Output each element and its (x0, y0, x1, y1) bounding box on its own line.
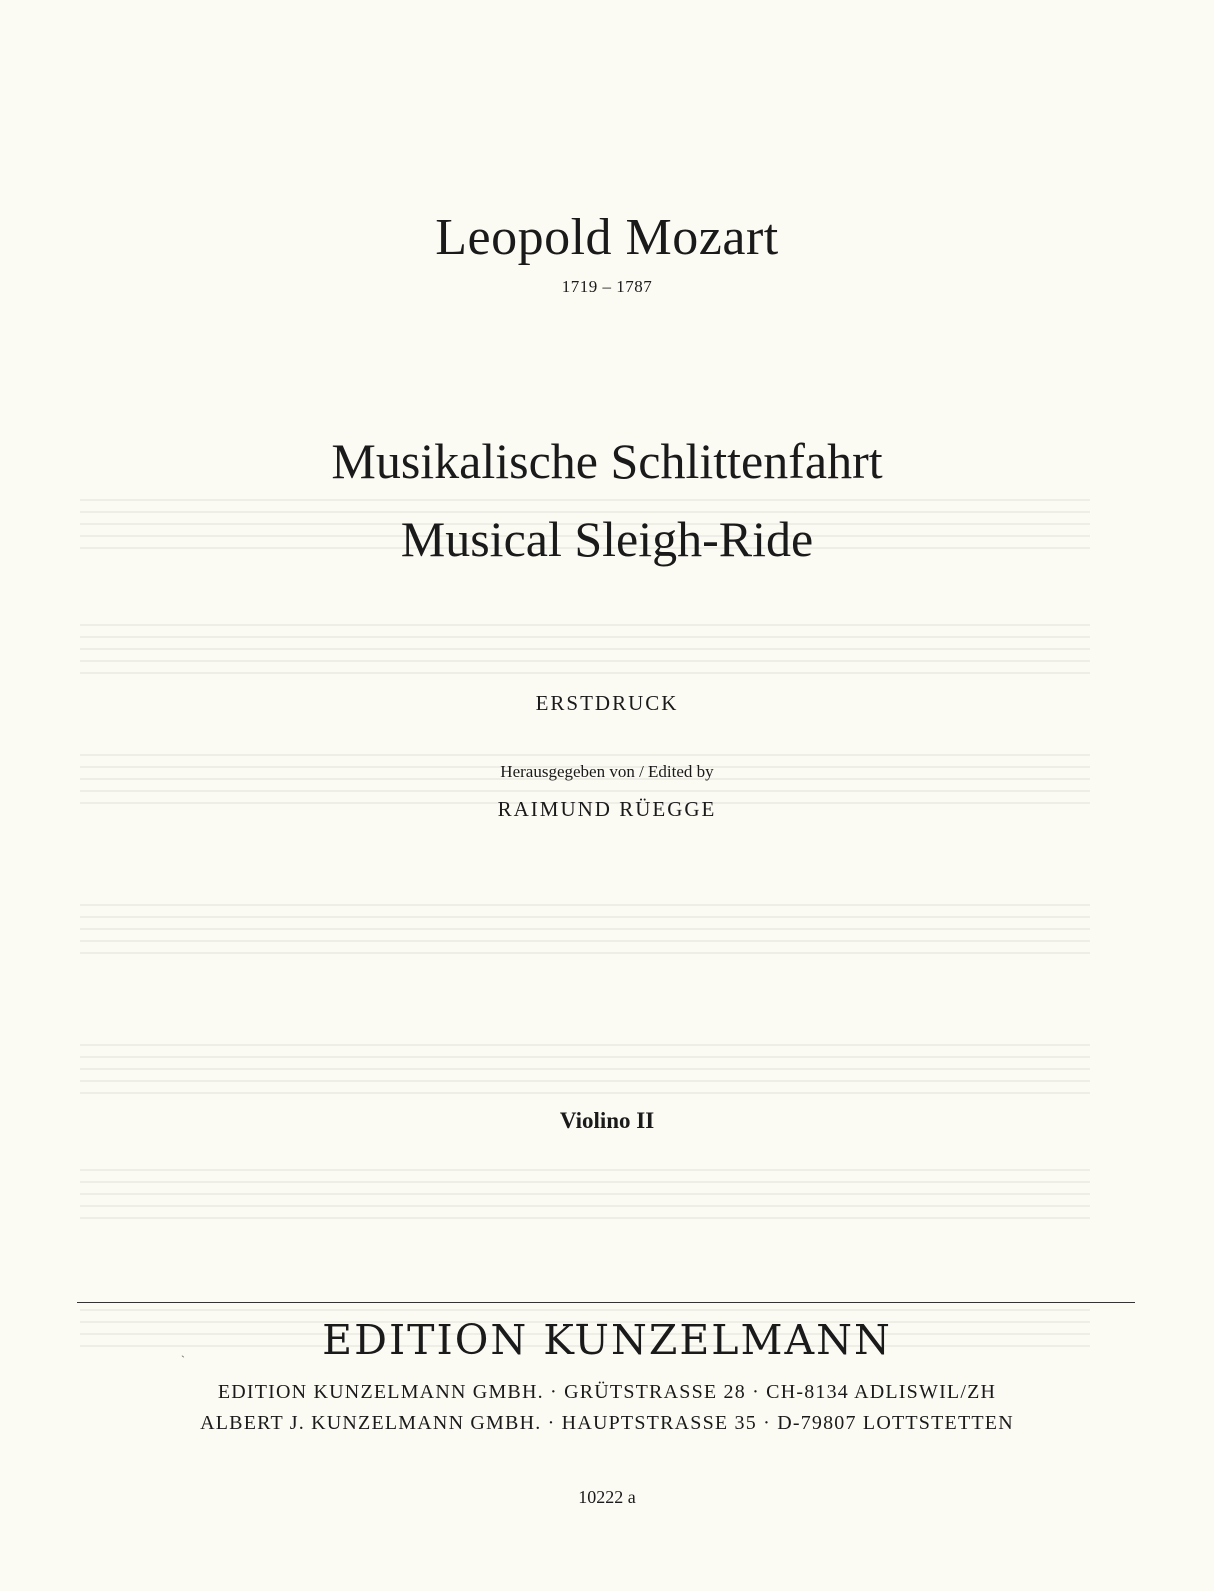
first-print-label: ERSTDRUCK (535, 691, 679, 715)
publisher-address-line-2: ALBERT J. KUNZELMANN GMBH. · HAUPTSTRASSE 35 · D-79807 LOTTSTETTEN (200, 1412, 1014, 1434)
composer-dates: 1719 – 1787 (561, 277, 653, 296)
title-german: Musikalische Schlittenfahrt (331, 433, 883, 489)
catalog-number: 10222 a (578, 1487, 636, 1507)
title-english: Musical Sleigh-Ride (400, 511, 814, 567)
composer-name: Leopold Mozart (435, 209, 779, 266)
publisher-logo: EDITION KUNZELMANN (322, 1316, 892, 1364)
publisher-address-line-1: EDITION KUNZELMANN GMBH. · GRÜTSTRASSE 28 · CH-8134 ADLISWIL/ZH (217, 1381, 997, 1403)
stray-mark: ˎ (181, 1344, 185, 1358)
divider-rule (77, 1302, 1135, 1303)
instrument-part: Violino II (559, 1108, 655, 1133)
editor-name: RAIMUND RÜEGGE (497, 797, 717, 821)
edited-by-label: Herausgegeben von / Edited by (500, 762, 714, 781)
